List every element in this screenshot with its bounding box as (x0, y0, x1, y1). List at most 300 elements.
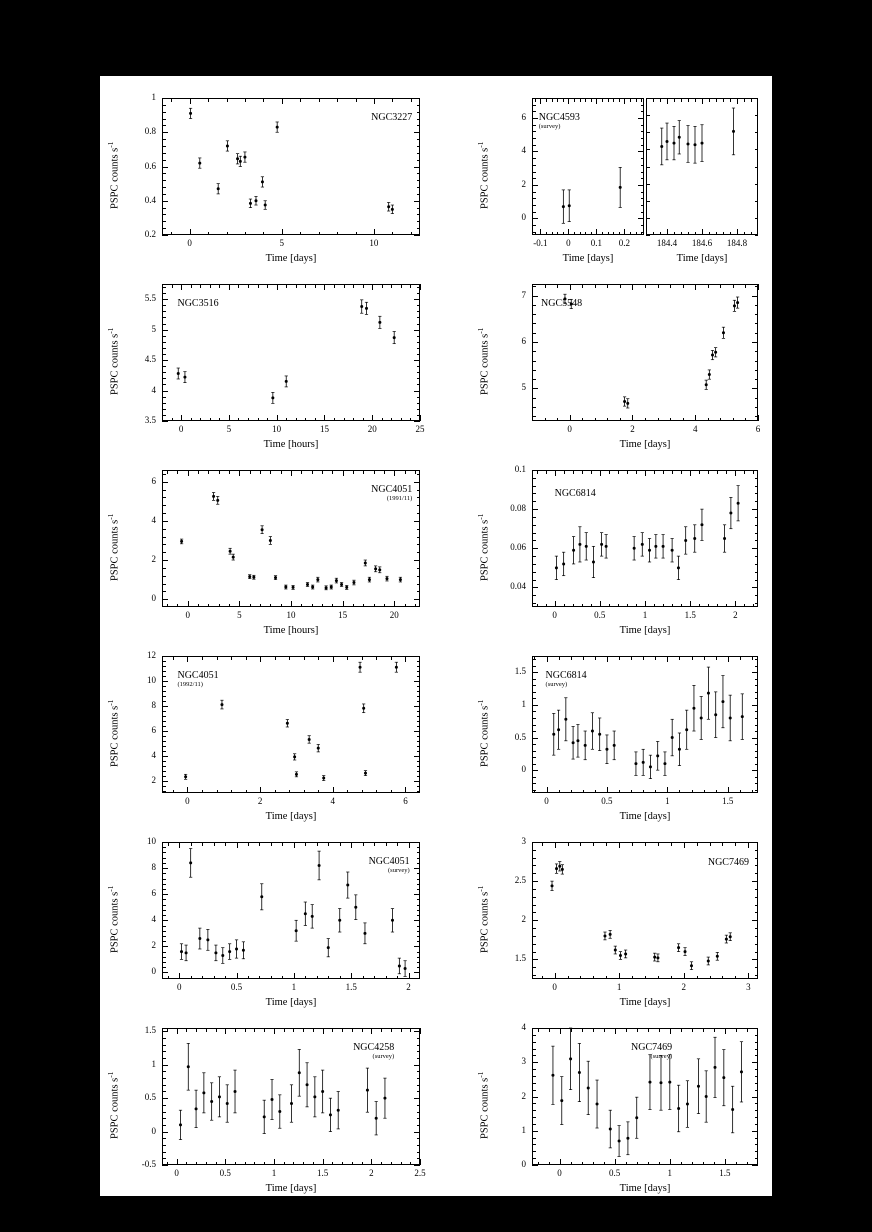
y-tick-label: 1.5 (514, 666, 526, 677)
data-point (624, 950, 627, 958)
x-tick-label: 2 (257, 796, 263, 806)
data-point (555, 556, 558, 579)
data-point (576, 725, 579, 758)
data-point (562, 552, 565, 575)
data-point (217, 184, 220, 194)
data-point (697, 1059, 700, 1114)
panel-annotation-ngc7469_survey (631, 1042, 672, 1060)
data-point (690, 962, 693, 970)
data-point (732, 108, 735, 155)
x-tick-label: 2 (630, 424, 635, 434)
data-point (295, 920, 298, 941)
data-point (375, 1102, 378, 1135)
x-axis-label: Time [days] (265, 997, 317, 1008)
data-point (180, 539, 183, 544)
x-tick-label: 0 (552, 982, 557, 992)
y-tick-label: 6 (151, 475, 156, 486)
y-tick-label: 5.5 (144, 293, 156, 304)
data-point (274, 576, 277, 580)
data-point (609, 930, 612, 938)
x-tick-label: 1 (271, 1168, 277, 1178)
data-point (306, 583, 309, 587)
data-point (595, 1080, 598, 1128)
data-point (693, 525, 696, 552)
data-point (649, 755, 652, 778)
data-point (723, 525, 726, 552)
y-tick-label: 0.2 (144, 229, 156, 239)
panel-annotation-ngc3227 (371, 112, 412, 123)
panel-title: NGC4051 (177, 669, 219, 681)
data-point (305, 1063, 308, 1107)
data-point (729, 695, 732, 741)
x-tick-label: 2 (369, 1168, 374, 1178)
y-tick-label: 0.8 (144, 126, 156, 137)
y-axis-label: PSPC counts $s^{-1}$ (476, 698, 491, 767)
panel-annotation-ngc3516 (177, 298, 218, 309)
y-tick-label: 7 (521, 289, 526, 300)
data-point (740, 1042, 743, 1102)
y-tick-label: 6 (151, 888, 156, 899)
data-point (705, 1071, 708, 1122)
axis-tick (414, 1165, 420, 1166)
axis-tick (162, 1165, 168, 1166)
panel-title: NGC6814 (545, 669, 587, 681)
panel-title: NGC5548 (541, 297, 583, 309)
data-point (613, 731, 616, 760)
axis-tick (752, 1165, 758, 1166)
data-point (683, 948, 686, 956)
data-point (552, 713, 555, 755)
data-point (324, 586, 327, 590)
data-point (284, 585, 287, 589)
data-point (189, 108, 192, 118)
data-point (708, 370, 711, 379)
x-axis-label: Time [days] (676, 253, 728, 264)
panel-title: NGC7469 (707, 857, 749, 869)
y-tick-label: 0.5 (514, 731, 526, 742)
data-point (226, 1085, 229, 1122)
data-point (572, 537, 575, 564)
data-point (285, 376, 288, 387)
data-point (562, 190, 565, 223)
chart-panel-ngc7469_survey (476, 1022, 758, 1194)
data-point (293, 754, 296, 760)
y-tick-label: 10 (147, 674, 156, 685)
data-point (311, 585, 314, 589)
y-tick-label: 6 (521, 112, 526, 123)
y-axis-label: PSPC counts $s^{-1}$ (106, 326, 121, 395)
chart-panel-ngc4051_survey (106, 836, 420, 1008)
data-point (721, 676, 724, 728)
data-point (385, 576, 388, 581)
data-point (722, 327, 725, 338)
x-tick-label: 2.5 (414, 1168, 426, 1178)
y-tick-label: 1.5 (144, 1025, 156, 1036)
data-point (578, 527, 581, 562)
y-tick-label: 4 (151, 384, 156, 395)
axis-tick (755, 235, 759, 236)
data-point (235, 940, 238, 958)
panel-annotation-ngc4051_1992 (177, 670, 218, 688)
x-tick-label: -0.1 (533, 238, 548, 248)
chart-panel-ngc3516 (106, 284, 425, 450)
x-tick-label: 1.5 (722, 796, 734, 806)
y-tick-label: 0.08 (510, 503, 526, 514)
y-tick-label: 2 (521, 178, 526, 189)
axis-tick (414, 235, 420, 236)
axis-tick (646, 235, 650, 236)
y-tick-label: 12 (147, 650, 156, 660)
data-point (705, 380, 708, 389)
data-point (263, 1100, 266, 1133)
data-point (321, 1070, 324, 1113)
data-point (737, 486, 740, 521)
panel-subtitle: (survey) (388, 866, 410, 874)
data-point (354, 895, 357, 920)
x-tick-label: 0 (552, 610, 557, 620)
x-tick-label: 0.1 (590, 238, 603, 248)
data-point (557, 710, 560, 749)
data-point (317, 851, 320, 880)
x-tick-label: 1 (291, 982, 297, 992)
data-point (229, 548, 232, 554)
data-point (365, 302, 368, 314)
data-point (212, 493, 215, 501)
data-point (393, 331, 396, 343)
data-point (179, 1110, 182, 1139)
data-point (378, 316, 381, 328)
panel-annotation-ngc6814 (555, 488, 596, 499)
data-point (736, 297, 739, 308)
data-point (569, 1028, 572, 1090)
data-point (338, 909, 341, 932)
data-point (626, 1122, 629, 1155)
data-point (345, 585, 348, 589)
figure-sheet (100, 76, 772, 1196)
panel-title: NGC6814 (554, 487, 596, 499)
data-point (668, 1055, 671, 1110)
data-point (232, 554, 235, 560)
x-tick-label: 0 (178, 424, 184, 434)
data-point (733, 300, 736, 311)
data-point (330, 585, 333, 589)
y-tick-label: 1 (151, 1058, 156, 1069)
data-point (218, 1077, 221, 1117)
x-tick-label: 10 (369, 238, 379, 248)
y-tick-label: 6 (521, 336, 526, 347)
y-axis-label: PSPC counts $s^{-1}$ (476, 140, 491, 209)
y-tick-label: 6 (151, 724, 156, 735)
panel-annotation-ngc4051_survey (369, 856, 410, 874)
data-point (677, 556, 680, 579)
x-axis-label: Time [days] (265, 1183, 317, 1194)
data-point (585, 533, 588, 560)
data-point (656, 954, 659, 962)
y-axis-label: PSPC counts $s^{-1}$ (476, 326, 491, 395)
chart-panel-ngc4258_survey (106, 1025, 426, 1194)
y-tick-label: 2 (151, 554, 156, 565)
data-point (564, 698, 567, 741)
axis-tick (414, 421, 420, 422)
y-axis-label: PSPC counts $s^{-1}$ (476, 1070, 491, 1139)
x-tick-label: 0.2 (618, 238, 631, 248)
data-point (276, 122, 279, 132)
data-point (587, 1061, 590, 1114)
x-tick-label: 15 (319, 424, 329, 434)
y-tick-label: 2 (151, 940, 156, 951)
data-point (378, 567, 381, 573)
data-point (366, 1068, 369, 1112)
panel-annotation-ngc6814_survey (546, 670, 587, 688)
x-tick-label: 0.5 (601, 796, 613, 806)
data-point (665, 123, 668, 160)
panel-annotation-ngc4051_1991 (371, 484, 412, 502)
axis-tick (162, 421, 168, 422)
data-point (684, 527, 687, 554)
data-point (337, 1091, 340, 1128)
data-point (741, 694, 744, 740)
x-tick-label: 25 (415, 424, 425, 434)
x-tick-label: 1.5 (345, 982, 357, 992)
x-tick-label: 3 (746, 982, 751, 992)
data-point (254, 196, 257, 205)
y-tick-label: 0 (151, 1125, 156, 1136)
data-point (391, 205, 394, 214)
y-tick-label: 3 (521, 836, 526, 846)
data-point (722, 1050, 725, 1106)
x-tick-label: 10 (272, 424, 282, 434)
panel-subtitle: (survey) (372, 1052, 395, 1060)
data-point (600, 533, 603, 556)
x-tick-label: 15 (338, 610, 348, 620)
data-point (659, 1055, 662, 1110)
x-tick-label: 0 (176, 982, 182, 992)
data-point (327, 939, 330, 957)
data-point (248, 575, 251, 579)
x-axis-label: Time [days] (619, 997, 671, 1008)
data-point (671, 719, 674, 756)
data-point (551, 1046, 554, 1104)
data-point (311, 905, 314, 928)
data-point (183, 372, 186, 383)
data-point (654, 535, 657, 558)
data-point (592, 546, 595, 577)
data-point (656, 741, 659, 770)
data-point (623, 397, 626, 406)
x-axis-label: Time [hours] (263, 625, 319, 636)
y-tick-label: 4 (151, 749, 156, 760)
x-tick-label: 4 (330, 796, 336, 806)
data-point (686, 1081, 689, 1128)
data-point (648, 1055, 651, 1110)
y-tick-label: 5 (151, 323, 156, 334)
data-point (729, 497, 732, 528)
data-point (560, 1077, 563, 1125)
y-tick-label: 0.06 (510, 542, 526, 553)
x-tick-label: 0 (557, 1168, 562, 1178)
data-point (713, 1037, 716, 1097)
x-tick-label: 5 (226, 424, 232, 434)
data-point (216, 496, 219, 504)
data-point (261, 526, 264, 534)
chart-panel-ngc4051_1992 (106, 650, 420, 822)
y-tick-label: 2.5 (514, 875, 526, 886)
data-point (685, 710, 688, 749)
data-point (635, 1097, 638, 1138)
data-point (729, 933, 732, 941)
panel-title: NGC4051 (368, 855, 410, 867)
panel-annotation-ngc7469 (708, 857, 749, 868)
y-tick-label: 1 (521, 1124, 526, 1135)
data-point (714, 348, 717, 357)
data-point (298, 1049, 301, 1096)
axis-tick (162, 235, 168, 236)
data-point (614, 946, 617, 954)
data-point (605, 535, 608, 558)
data-point (260, 884, 263, 910)
data-point (672, 126, 675, 159)
panel-title: NGC4593 (538, 111, 580, 123)
data-point (340, 583, 343, 587)
x-axis-label: Time [days] (619, 1183, 671, 1194)
data-point (605, 735, 608, 764)
chart-panel-ngc5548 (476, 284, 761, 450)
chart-panel-ngc4593a (476, 98, 644, 264)
x-axis-label: Time [days] (562, 253, 614, 264)
y-tick-label: 4 (521, 1022, 526, 1032)
data-point (619, 952, 622, 960)
data-point (264, 201, 267, 210)
x-tick-label: 6 (403, 796, 408, 806)
y-tick-label: 1.5 (514, 953, 526, 964)
x-tick-label: 4 (692, 424, 698, 434)
x-tick-label: 1 (665, 796, 670, 806)
panel-subtitle: (1992/11) (177, 680, 203, 688)
data-point (555, 864, 558, 873)
data-point (550, 881, 553, 890)
data-point (653, 953, 656, 961)
x-tick-label: 0.5 (219, 1168, 231, 1178)
data-point (678, 121, 681, 154)
panel-subtitle: (survey) (538, 122, 561, 130)
y-tick-label: 0 (521, 212, 526, 223)
data-point (403, 961, 406, 977)
y-axis-label: PSPC counts $s^{-1}$ (476, 884, 491, 953)
y-tick-label: 0 (521, 1159, 526, 1169)
data-point (290, 1085, 293, 1122)
axis-tick (532, 1165, 538, 1166)
x-tick-label: 5 (279, 238, 285, 248)
y-tick-label: 1 (521, 698, 526, 709)
data-point (571, 726, 574, 759)
data-point (322, 776, 325, 781)
panel-annotation-ngc4593a (539, 112, 580, 130)
x-tick-label: 184.6 (691, 238, 713, 248)
panel-annotation-ngc5548 (541, 298, 582, 309)
y-tick-label: 2 (151, 774, 156, 785)
x-axis-label: Time [days] (265, 811, 317, 822)
data-point (707, 957, 710, 965)
data-point (725, 935, 728, 943)
x-tick-label: 0 (174, 1168, 179, 1178)
y-tick-label: 4 (151, 514, 156, 525)
x-tick-label: 0.5 (609, 1168, 621, 1178)
x-axis-label: Time [days] (619, 811, 671, 822)
data-point (677, 944, 680, 952)
x-tick-label: 0 (544, 796, 549, 806)
data-point (619, 167, 622, 207)
x-axis-label: Time [days] (265, 253, 317, 264)
data-point (252, 575, 255, 579)
panel-title: NGC3516 (177, 297, 219, 309)
data-point (626, 399, 629, 408)
data-point (660, 128, 663, 165)
data-point (362, 704, 365, 713)
x-tick-label: 20 (367, 424, 377, 434)
chart-panel-ngc6814 (476, 464, 758, 636)
data-point (317, 744, 320, 751)
data-point (308, 736, 311, 743)
data-point (346, 872, 349, 898)
data-point (383, 1078, 386, 1118)
panel-title: NGC3227 (371, 111, 413, 123)
data-point (335, 578, 338, 583)
chart-panel-ngc7469 (476, 836, 758, 1008)
data-point (360, 300, 363, 313)
panel-title: NGC4258 (353, 1041, 395, 1053)
data-point (184, 774, 187, 779)
y-tick-label: 10 (147, 836, 156, 846)
panel-annotation-ngc4258_survey (353, 1042, 394, 1060)
data-point (261, 177, 264, 187)
axis-tick (758, 284, 759, 290)
y-tick-label: 8 (151, 699, 156, 710)
data-point (677, 1085, 680, 1132)
y-tick-label: 4 (521, 145, 526, 156)
x-tick-label: 1 (667, 1168, 673, 1178)
data-point (663, 752, 666, 775)
x-tick-label: 0.5 (594, 610, 606, 620)
data-point (391, 909, 394, 932)
x-tick-label: 20 (389, 610, 399, 620)
y-axis-label: PSPC counts $s^{-1}$ (106, 1070, 121, 1139)
panel-subtitle: (survey) (545, 680, 568, 688)
data-point (568, 190, 571, 222)
panel-subtitle: (1991/11) (386, 494, 413, 502)
data-point (395, 662, 398, 672)
y-tick-label: 4 (151, 914, 156, 925)
y-tick-label: 0.5 (144, 1092, 156, 1103)
chart-panel-ngc6814_survey (476, 656, 758, 822)
axis-tick (758, 415, 759, 421)
data-point (189, 849, 192, 878)
data-point (603, 932, 606, 940)
data-point (221, 948, 224, 964)
data-point (716, 952, 719, 960)
data-point (368, 577, 371, 582)
y-axis-label: PSPC counts $s^{-1}$ (106, 140, 121, 209)
y-tick-label: 0 (151, 593, 156, 604)
axis-tick (420, 1028, 421, 1034)
data-point (584, 731, 587, 760)
data-point (678, 733, 681, 766)
data-point (609, 1110, 612, 1148)
y-axis-label: PSPC counts $s^{-1}$ (106, 512, 121, 581)
x-tick-label: 5 (237, 610, 242, 620)
y-tick-label: 0 (521, 764, 526, 775)
data-point (233, 1070, 236, 1113)
x-tick-label: 1.5 (719, 1168, 731, 1178)
